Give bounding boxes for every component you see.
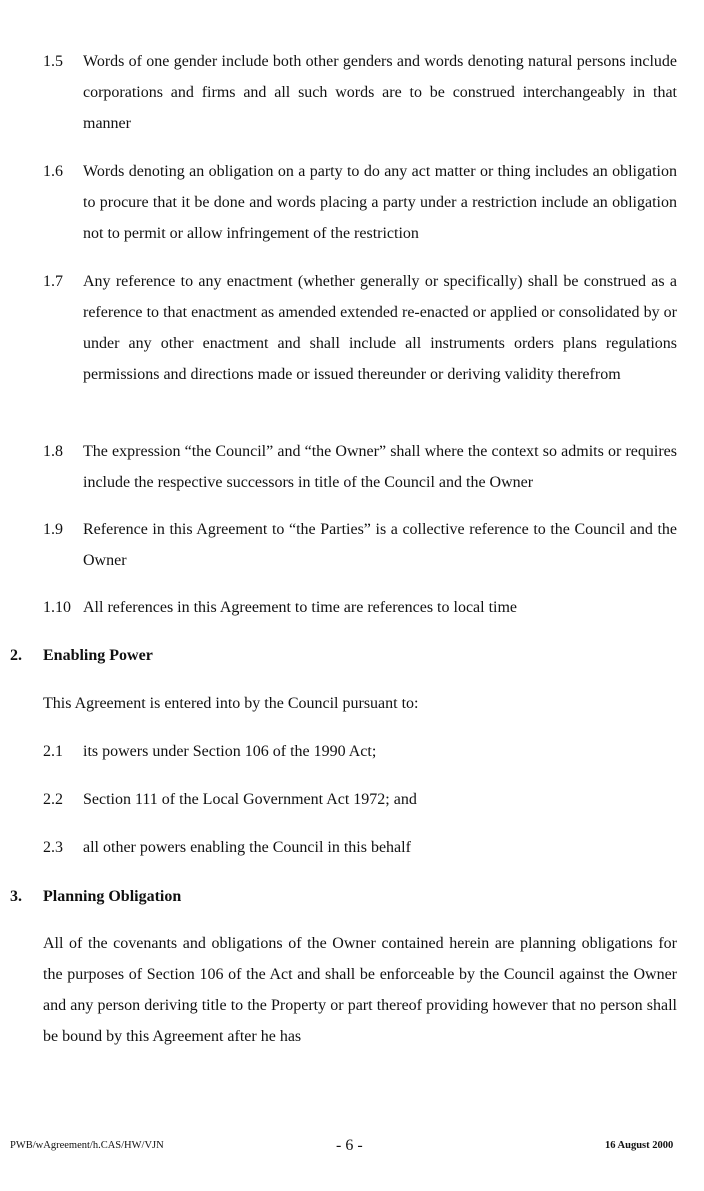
- footer-reference: PWB/wAgreement/h.CAS/HW/VJN: [10, 1140, 164, 1151]
- clause-number: 1.5: [43, 53, 63, 70]
- clause-text: its powers under Section 106 of the 1990 Act;: [83, 743, 377, 760]
- clause-number: 1.8: [43, 443, 63, 460]
- clause-number: 1.10: [43, 599, 71, 616]
- section-intro-text: This Agreement is entered into by the Council pursuant to:: [43, 695, 419, 712]
- section-number: 2.: [10, 647, 22, 664]
- page-number: - 6 -: [336, 1137, 363, 1154]
- clause-text: The expression “the Council” and “the Owner” shall where the context so admits or requires include the respective successors in title of the Council and the Owner: [83, 443, 677, 491]
- clause-number: 2.3: [43, 839, 63, 856]
- clause-text: Section 111 of the Local Government Act 1972; and: [83, 791, 417, 808]
- section-title: Enabling Power: [43, 647, 153, 664]
- clause-text: Any reference to any enactment (whether generally or specifically) shall be construed as a reference to that enactment as amended extended re-enacted or applied or consolidated by or under any other enactment and shall include all instruments orders plans regulations permissions and directions made or issued thereunder or deriving validity therefrom: [83, 273, 677, 383]
- clause-number: 2.1: [43, 743, 63, 760]
- section-number: 3.: [10, 888, 22, 905]
- section-title: Planning Obligation: [43, 888, 182, 905]
- clause-text: all other powers enabling the Council in this behalf: [83, 839, 411, 856]
- clause-number: 2.2: [43, 791, 63, 808]
- clause-number: 1.9: [43, 521, 63, 538]
- clause-text: Reference in this Agreement to “the Parties” is a collective reference to the Council and the Owner: [83, 521, 677, 569]
- clause-number: 1.6: [43, 163, 63, 180]
- clause-text: Words denoting an obligation on a party to do any act matter or thing includes an obligation to procure that it be done and words placing a party under a restriction include an obligation not to permit or allow infringement of the restriction: [83, 163, 677, 242]
- clause-text: Words of one gender include both other genders and words denoting natural persons include corporations and firms and all such words are to be construed interchangeably in that manner: [83, 53, 677, 132]
- section-body-text: All of the covenants and obligations of the Owner contained herein are planning obligations for the purposes of Section 106 of the Act and shall be enforceable by the Council against the Owner and any person deriving title to the Property or part thereof providing however that no person shall be bound by this Agreement after he has: [43, 935, 677, 1045]
- footer-date: 16 August 2000: [605, 1140, 674, 1151]
- clause-number: 1.7: [43, 273, 63, 290]
- clause-text: All references in this Agreement to time are references to local time: [83, 599, 518, 616]
